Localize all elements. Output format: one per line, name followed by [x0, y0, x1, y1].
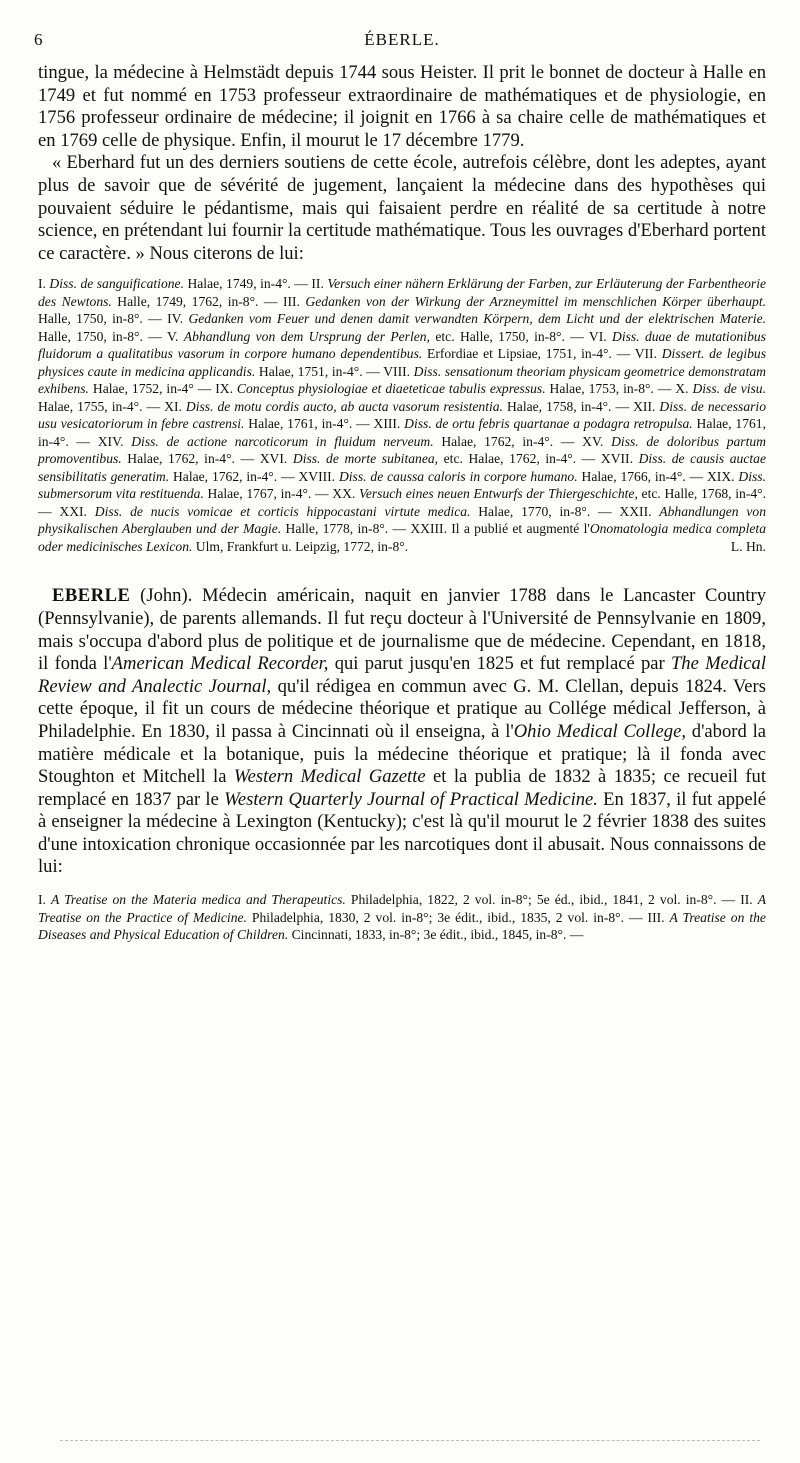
bib-number: XVIII.: [298, 468, 339, 484]
bib-imprint: Halle, 1750, in-8°. —: [38, 311, 168, 327]
bib-imprint: Halle, 1750, in-8°. —: [38, 328, 167, 344]
entry-text: Médecin américain, naquit en janvier 1788 dans le Lancaster Country (Pennsylvanie), de parents allemands. Il fut reçu docteur à l'Université de Pennsylvanie en 1809, mais s'occupa d'abord plus de politique et de journalisme que de médecine. Cependant, en 1818, il fonda l': [38, 585, 766, 675]
bib-imprint: etc. Halae, 1762, in-4°. —: [438, 451, 601, 467]
journal-title: Western Quarterly Journal of Practical Medicine.: [224, 788, 598, 810]
footer-rule: [60, 1440, 760, 1441]
bib-imprint: Halle, 1749, 1762, in-8°. —: [111, 293, 283, 309]
bib-imprint: Halae, 1762, in-4°. —: [121, 451, 260, 467]
author-signature: L. Hn.: [730, 538, 766, 554]
bib-number: XII.: [633, 398, 660, 414]
bib-number: II.: [311, 276, 328, 292]
bib-number: X.: [675, 381, 693, 397]
bib-imprint: Halae, 1762, in-4°. —: [169, 468, 299, 484]
bib-title: Diss. de sanguificatione.: [49, 276, 184, 292]
journal-title: American Medical Recorder,: [111, 653, 329, 675]
bib-number: I.: [38, 892, 51, 908]
entry-text: qu'il rédigea en commun avec G. M. Clellan, depuis 1824. Vers cette époque, il fit un cours de médecine théorique et pratique au Collége médical Jefferson, à Philadelphie. En 1830, il passa à Cincinnati où il enseigna, à l': [38, 675, 766, 742]
page-number: 6: [34, 30, 44, 49]
eberhard-bibliography: [38, 275, 766, 555]
bib-imprint: Halae, 1761, in-4°. —: [38, 416, 766, 449]
entry-text: qui parut jusqu'en 1825 et fut remplacé par: [328, 653, 671, 675]
bib-number: III.: [647, 909, 670, 925]
bib-imprint: Philadelphia, 1822, 2 vol. in-8°; 5e éd., ibid., 1841, 2 vol. in-8°. —: [345, 892, 741, 908]
bib-number: XXIII. Il a publié et augmenté l': [410, 521, 590, 537]
bib-title: Diss. de morte subitanea,: [292, 451, 439, 467]
bib-imprint: Erfordiae et Lipsiae, 1751, in-4°. —: [422, 346, 635, 362]
bib-number: XI.: [164, 398, 186, 414]
bib-number: XVI.: [259, 451, 293, 467]
bib-title: Onomatologia medica completa oder medicinisches Lexicon.: [38, 521, 766, 554]
entry-headword: EBERLE: [52, 585, 131, 607]
bib-number: XXI.: [59, 503, 95, 519]
bib-imprint: etc. Halle, 1768, in-4°. —: [38, 486, 766, 519]
bib-imprint: Halle, 1778, in-8°. —: [281, 521, 411, 537]
bib-imprint: Ulm, Frankfurt u. Leipzig, 1772, in-8°.: [192, 538, 409, 554]
bib-title: Diss. de doloribus partum promoventibus.: [38, 433, 766, 467]
eberhard-intro-paragraph: tingue, la médecine à Helmstädt depuis 1744 sous Heister. Il prit le bonnet de docteur à Halle en 1749 et fut nommé en 1753 professeur extraordinaire de mathématiques et de physiologie, en 1756 professeur ordinaire de médecine; il joignit en 1766 à sa chaire celle de mathématiques et en 1769 celle de physique. Enfin, il mourut le 17 décembre 1779.: [38, 62, 766, 151]
bib-title: Abhandlungen von physikalischen Aberglauben und der Magie.: [38, 503, 767, 537]
bib-imprint: Halae, 1767, in-4°. —: [203, 486, 333, 502]
running-title: ÉBERLE.: [364, 30, 440, 49]
bib-imprint: Halae, 1755, in-4°. —: [38, 398, 165, 414]
bib-number: XIII.: [373, 416, 405, 432]
bib-title: Diss. de nucis vomicae et corticis hippocastani virtute medica.: [94, 503, 471, 519]
bib-imprint: Halae, 1753, in-8°. —: [545, 381, 676, 397]
bib-title: Versuch einer nähern Erklärung der Farben, zur Erläuterung der Farbentheorie des Newtons.: [38, 276, 766, 309]
eberle-entry: [38, 585, 766, 879]
bib-imprint: Halae, 1762, in-4°. —: [433, 433, 583, 449]
journal-title: Western Medical Gazette: [233, 766, 426, 788]
bib-number: III.: [282, 293, 306, 309]
bib-title: Diss. duae de mutationibus fluidorum a qualitatibus vasorum in corpore humano dependentibus.: [38, 328, 766, 362]
bib-number: XIX.: [706, 468, 739, 484]
bib-imprint: Cincinnati, 1833, in-8°; 3e édit., ibid., 1845, in-8°. —: [288, 927, 584, 943]
journal-title: Ohio Medical College,: [513, 720, 686, 742]
entry-firstname: (John).: [130, 585, 193, 607]
bib-title: Diss. sensationum theoriam physicam geometrice demonstratam exhibens.: [38, 363, 766, 397]
bib-number: II.: [740, 892, 758, 908]
entry-text: En 1837, il fut appelé à enseigner la médecine à Lexington (Kentucky); c'est là qu'il mourut le 2 février 1838 des suites d'une intoxication chronique occasionnée par les narcotiques dont il abusait. Nous connaissons de lui:: [38, 788, 766, 878]
bib-number: XX.: [332, 486, 360, 502]
bib-title: Conceptus physiologiae et diaeteticae tabulis expressus.: [236, 381, 546, 397]
bib-title: Diss. de causis auctae sensibilitatis generatim.: [38, 451, 766, 484]
bib-number: VI.: [588, 328, 613, 344]
bib-imprint: Philadelphia, 1830, 2 vol. in-8°; 3e édit., ibid., 1835, 2 vol. in-8°. —: [246, 909, 648, 925]
entry-text: et la publia de 1832 à 1835; ce recueil fut remplacé en 1837 par le: [38, 766, 766, 810]
entry-text: d'abord la matière médicale et la botanique, puis la médecine théorique et pratique; là il fonda avec Stoughton et Mitchell la: [38, 720, 766, 788]
bib-number: XXII.: [619, 503, 660, 519]
bib-imprint: Halae, 1766, in-4°. —: [577, 468, 707, 484]
bib-number: IV.: [167, 311, 189, 327]
bib-number: XVII.: [600, 451, 639, 467]
bib-imprint: Halae, 1761, in-4°. —: [244, 416, 374, 432]
bib-title: A Treatise on the Practice of Medicine.: [38, 892, 767, 925]
bib-imprint: Halae, 1758, in-4°. —: [502, 398, 634, 414]
document-page: [34, 28, 767, 944]
bib-title: Dissert. de legibus physices caute in medicina applicandis.: [38, 346, 766, 379]
bib-number: IX.: [215, 381, 237, 397]
bib-title: A Treatise on the Diseases and Physical Education of Children.: [38, 909, 766, 943]
bib-title: Diss. de ortu febris quartanae a podagra retropulsa.: [404, 416, 693, 432]
journal-title: The Medical Review and Analectic Journal,: [38, 653, 766, 697]
bib-title: Abhandlung von dem Ursprung der Perlen,: [183, 328, 430, 344]
bib-title: Versuch eines neuen Entwurfs der Thiergeschichte,: [359, 486, 638, 502]
bib-imprint: Halae, 1749, in-4°. —: [183, 276, 312, 292]
bib-title: Diss. de actione narcoticorum in fluidum nerveum.: [131, 433, 434, 449]
eberhard-quote-paragraph: « Eberhard fut un des derniers soutiens de cette école, autrefois célèbre, dont les adeptes, ayant plus de savoir que de sévérité de jugement, lançaient la médecine dans des hypothèses qui pouvaient séduire le pédantisme, mais qui faisaient perdre en réalité de sa certitude à notre science, en prétendant lui fournir la certitude mathématique. Tous les ouvrages d'Eberhard portent ce caractère. » Nous citerons de lui:: [38, 152, 766, 264]
bib-number: VII.: [634, 346, 662, 362]
running-header: [34, 28, 766, 62]
bib-title: Diss. de caussa caloris in corpore humano.: [338, 468, 578, 484]
bib-title: A Treatise on the Materia medica and Therapeutics.: [51, 892, 346, 908]
bib-number: XIV.: [97, 433, 132, 449]
bib-title: Diss. de motu cordis aucto, ab aucta vasorum resistentia.: [185, 398, 503, 414]
bib-title: Gedanken vom Feuer und denen damit verwandten Körpern, dem Licht und der elektrischen Materie.: [188, 311, 766, 327]
bib-title: Diss. de visu.: [692, 381, 766, 397]
bib-imprint: Halae, 1752, in-4° —: [88, 381, 216, 397]
bib-number: VIII.: [383, 363, 414, 379]
bib-title: Diss. submersorum vita restituenda.: [38, 468, 766, 502]
bib-imprint: etc. Halle, 1750, in-8°. —: [429, 328, 589, 344]
bib-title: Diss. de necessario usu vesicatoriorum in febre castrensi.: [38, 398, 766, 432]
bib-number: V.: [166, 328, 184, 344]
bib-imprint: Halae, 1770, in-8°. —: [470, 503, 620, 519]
bib-number: XV.: [582, 433, 612, 449]
bib-imprint: Halae, 1751, in-4°. —: [255, 363, 384, 379]
bib-number: I.: [38, 276, 50, 292]
eberle-bibliography: [38, 891, 766, 944]
bib-title: Gedanken von der Wirkung der Arzneymittel im menschlichen Körper überhaupt.: [305, 293, 766, 309]
